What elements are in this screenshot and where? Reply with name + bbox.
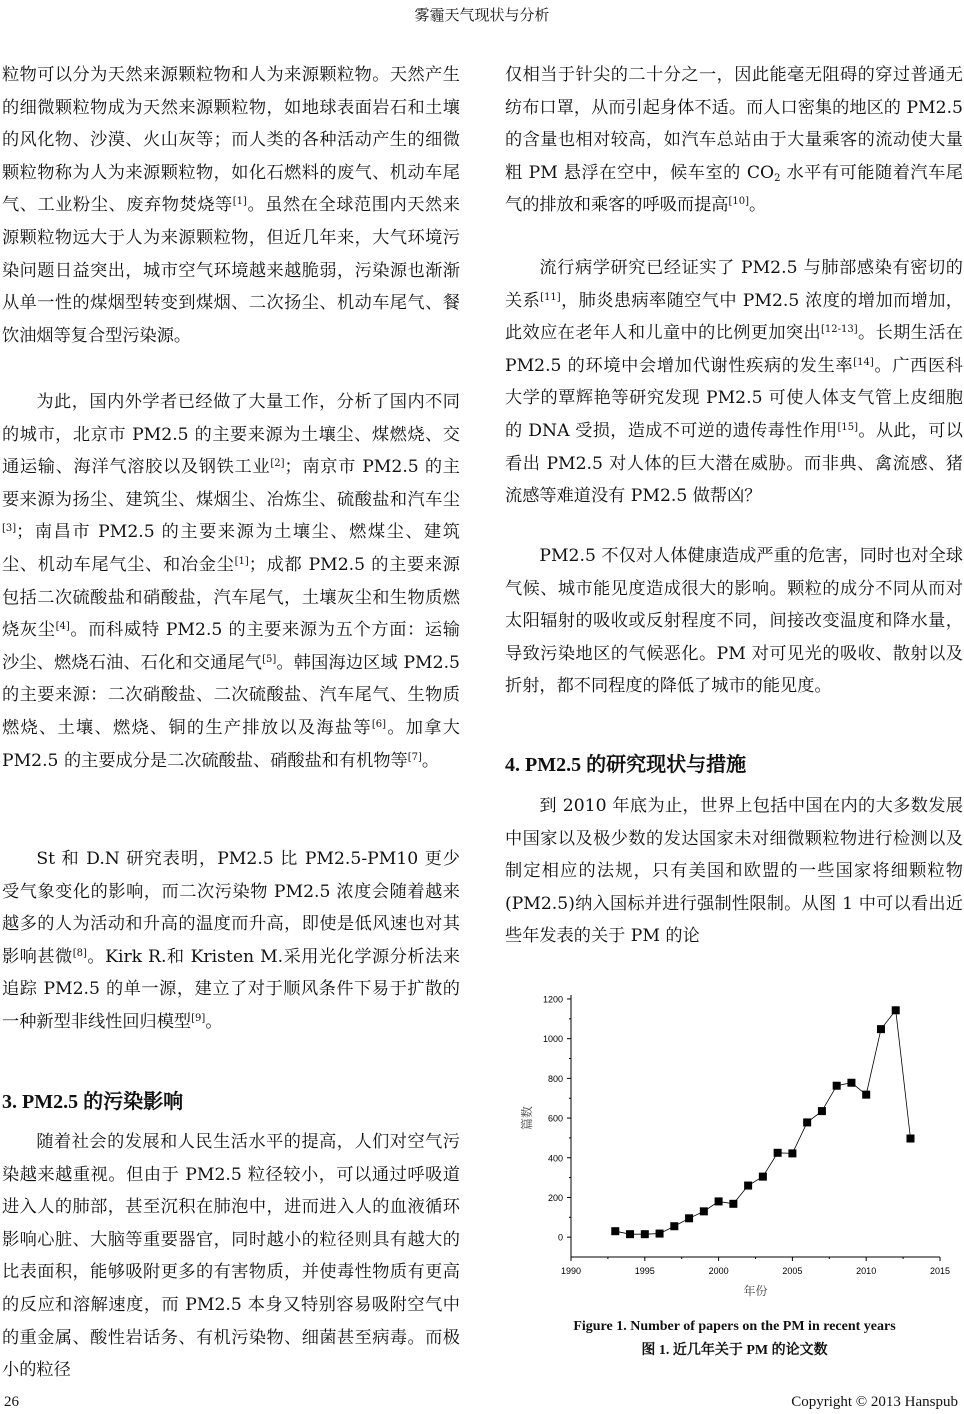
y-axis-label: 篇数	[520, 1106, 534, 1131]
data-point	[670, 1222, 678, 1230]
text-run: 。从此，可以看出 PM2.5 对人体的巨大潜在威胁。而非典、禽流感、猪流感等难道没有 PM2.5 做帮凶？	[505, 420, 963, 507]
paragraph	[2, 1126, 460, 1387]
text-run: 。长期生活在 PM2.5 的环境中会增加代谢性疾病的发生率	[505, 323, 963, 376]
citation-ref: [2]	[270, 458, 285, 470]
data-point	[774, 1149, 782, 1157]
citation-ref: [10]	[728, 196, 749, 208]
data-point	[818, 1107, 826, 1115]
paragraph	[505, 59, 963, 222]
text-run: 流行病学研究已经证实了 PM2.5 与肺部感染有密切的关系	[505, 258, 963, 311]
subscript: 2	[774, 172, 781, 184]
y-tick-label: 1000	[542, 1034, 563, 1045]
text-run: ；成都 PM2.5 的主要来源包括二次硫酸盐和硝酸盐，汽车尾气，土壤灰尘和生物质燃烧灰尘	[2, 554, 460, 641]
data-point	[862, 1091, 870, 1099]
text-run: 。	[205, 1011, 223, 1032]
page-number: 26	[4, 1394, 19, 1410]
data-point	[759, 1173, 767, 1181]
text-run: 水平有可能随着汽车尾气的排放和乘客的呼吸而提高	[505, 162, 963, 216]
y-tick-label: 400	[547, 1153, 563, 1164]
text-run: 。广西医科大学的覃辉艳等研究发现 PM2.5 可使人体支气管上皮细胞的 DNA 受损，造成不可逆的遗传毒性作用	[505, 355, 963, 441]
citation-ref: [6]	[371, 718, 387, 730]
figure-caption-zh: 图 1. 近几年关于 PM 的论文数	[641, 1343, 828, 1358]
text-run: ；南昌市 PM2.5 的主要来源为土壤尘、燃煤尘、建筑尘、机动车尾气尘、和冶金尘	[2, 522, 460, 575]
y-tick-label: 800	[547, 1073, 563, 1084]
running-header: 雾霾天气现状与分析	[414, 6, 550, 24]
paragraph	[2, 386, 460, 777]
text-run: 。韩国海边区域 PM2.5 的主要来源：二次硝酸盐、二次硫酸盐、汽车尾气、生物质燃烧、土壤、燃烧、铜的生产排放以及海盐等	[2, 652, 460, 738]
text-run: 。虽然在全球范围内天然来源颗粒物远大于人为来源颗粒物，但近几年来，大气环境污染问题日益突出，城市空气环境越来越脆弱，污染源也渐渐从单一性的煤烟型转变到煤烟、二次扬尘、机动车尾气、餐饮油烟等复合型污染源。	[2, 195, 460, 346]
figure-caption-en: Figure 1. Number of papers on the PM in recent years	[573, 1319, 896, 1334]
text-run: St 和 D.N 研究表明，PM2.5 比 PM2.5-PM10 更少受气象变化的影响，而二次污染物 PM2.5 浓度会随着越来越多的人为活动和升高的温度而升高，即使是低风速也对其影响甚微	[2, 849, 460, 967]
text-run: 。	[748, 195, 767, 216]
data-point	[611, 1227, 619, 1235]
series-line	[615, 1010, 910, 1234]
paragraph	[505, 790, 963, 953]
data-point	[892, 1006, 900, 1014]
paragraph	[505, 252, 963, 513]
data-point	[803, 1118, 811, 1126]
data-point	[700, 1207, 708, 1215]
text-run: ；南京市 PM2.5 的主要来源为扬尘、建筑尘、煤烟尘、冶炼尘、硫酸盐和汽车尘	[2, 457, 460, 510]
citation-ref: [8]	[72, 947, 87, 959]
text-run: PM2.5 不仅对人体健康造成严重的危害，同时也对全球气候、城市能见度造成很大的影响。颗粒的成分不同从而对太阳辐射的吸收或反射程度不同，间接改变温度和降水量，导致污染地区的气候恶化。PM 对可见光的吸收、散射以及折射，都不同程度的降低了城市的能见度。	[505, 546, 963, 697]
citation-ref: [11]	[540, 291, 561, 303]
text-run: 。而科威特 PM2.5 的主要来源为五个方面：运输沙尘、燃烧石油、石化和交通尾气	[2, 620, 460, 673]
data-point	[833, 1082, 841, 1090]
x-tick-label: 1990	[560, 1266, 582, 1276]
citation-ref: [7]	[407, 751, 422, 763]
data-point	[847, 1079, 855, 1087]
text-run: 到 2010 年底为止，世界上包括中国在内的大多数发展中国家以及极少数的发达国家未对细微颗粒物进行检测以及制定相应的法规，只有美国和欧盟的一些国家将细颗粒物(PM2.5)纳入国标并进行强制性限制。从图 1 中可以看出近些年发表的关于 PM 的论	[505, 796, 963, 947]
copyright: Copyright © 2013 Hanspub	[791, 1394, 958, 1410]
text-run: 仅相当于针尖的二十分之一，因此能毫无阻碍的穿过普通无纺布口罩，从而引起身体不适。而人口密集的地区的 PM2.5 的含量也相对较高，如汽车总站由于大量乘客的流动使大量粗 PM 悬浮在空中，候车室的 CO	[505, 65, 963, 183]
text-run: 为此，国内外学者已经做了大量工作，分析了国内不同的城市，北京市 PM2.5 的主要来源为土壤尘、煤燃烧、交通运输、海洋气溶胶以及钢铁工业	[2, 392, 460, 478]
data-point	[744, 1182, 752, 1190]
data-point	[626, 1230, 634, 1238]
citation-ref: [12-13]	[821, 324, 858, 336]
papers-per-year-chart	[505, 995, 960, 1305]
citation-ref: [1]	[234, 555, 249, 567]
citation-ref: [15]	[837, 421, 859, 433]
text-run: ，肺炎患病率随空气中 PM2.5 浓度的增加而增加，此效应在老年人和儿童中的比例更加突出	[505, 290, 963, 344]
paragraph	[2, 59, 460, 352]
data-point	[715, 1197, 723, 1205]
citation-ref: [14]	[853, 356, 874, 368]
x-axis-label: 年份	[743, 1284, 768, 1298]
x-tick-label: 1995	[634, 1266, 655, 1276]
text-run: 。	[421, 750, 440, 771]
text-run: 粒物可以分为天然来源颗粒物和人为来源颗粒物。天然产生的细微颗粒物成为天然来源颗粒物，如地球表面岩石和土壤的风化物、沙漠、火山灰等；而人类的各种活动产生的细微颗粒物称为人为来源颗粒物，如化石燃料的废气、机动车尾气、工业粉尘、废弃物焚烧等	[2, 65, 460, 216]
y-tick-label: 600	[547, 1113, 563, 1124]
data-point	[729, 1200, 737, 1208]
citation-ref: [3]	[2, 523, 17, 535]
y-tick-label: 0	[557, 1232, 563, 1243]
x-tick-label: 2010	[856, 1266, 877, 1276]
data-point	[906, 1135, 914, 1143]
text-run: 。Kirk R.和 Kristen M.采用光化学源分析法来追踪 PM2.5 的单一源，建立了对于顺风条件下易于扩散的一种新型非线性回归模型	[2, 946, 460, 1032]
y-tick-label: 200	[547, 1192, 563, 1203]
citation-ref: [4]	[55, 621, 70, 633]
data-point	[685, 1214, 693, 1222]
citation-ref: [1]	[232, 196, 247, 208]
x-tick-label: 2005	[782, 1266, 803, 1276]
section-heading: 3. PM2.5 的污染影响	[2, 1091, 184, 1113]
data-point	[641, 1230, 649, 1238]
text-run: 。加拿大 PM2.5 的主要成分是二次硫酸盐、硝酸盐和有机物等	[2, 717, 460, 771]
data-point	[656, 1230, 664, 1238]
citation-ref: [5]	[262, 653, 277, 665]
data-point	[877, 1025, 885, 1033]
section-heading: 4. PM2.5 的研究现状与措施	[505, 754, 747, 776]
data-point	[788, 1149, 796, 1157]
y-tick-label: 1200	[542, 995, 563, 1005]
x-tick-label: 2015	[929, 1266, 951, 1276]
text-run: 随着社会的发展和人民生活水平的提高，人们对空气污染越来越重视。但由于 PM2.5 粒径较小，可以通过呼吸道进入人的肺部，甚至沉积在肺泡中，进而进入人的血液循环影响心脏、大脑等重要器官，同时越小的粒径则具有越大的比表面积，能够吸附更多的有害物质，并使毒性物质有更高的反应和溶解速度，而 PM2.5 本身又特别容易吸附空气中的重金属、酸性岩话务、有机污染物、细菌甚至病毒。而极小的粒径	[2, 1132, 460, 1381]
citation-ref: [9]	[191, 1012, 206, 1024]
paragraph	[505, 540, 963, 703]
x-tick-label: 2000	[708, 1266, 729, 1276]
paragraph	[2, 843, 460, 1039]
